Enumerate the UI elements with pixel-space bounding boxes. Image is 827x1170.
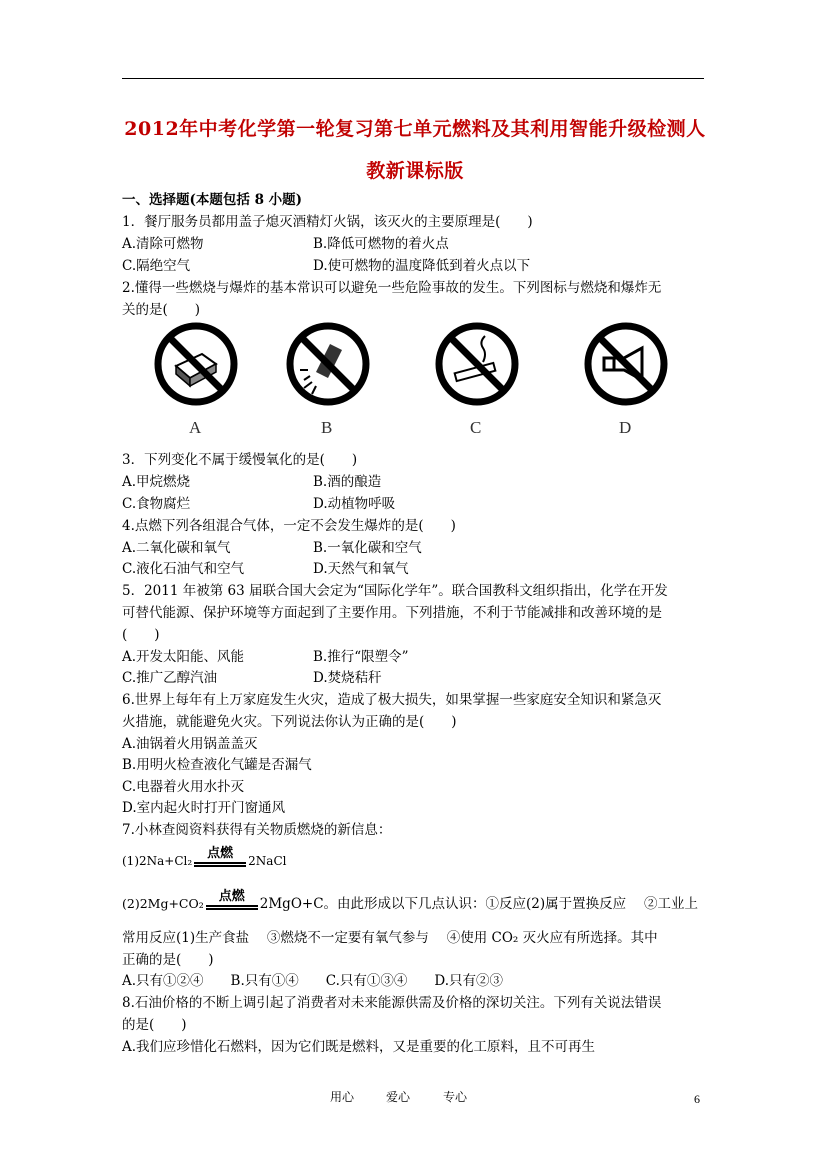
no-fireworks-icon xyxy=(286,322,370,406)
q8-stem-line1: 8.石油价格的不断上调引起了消费者对未来能源供需及价格的深切关注。下列有关说法错误 xyxy=(122,995,662,1011)
q5-option-c: C.推广乙醇汽油 xyxy=(122,670,218,686)
q3-stem: 3．下列变化不属于缓慢氧化的是( ) xyxy=(122,452,358,468)
q7-reaction-2 xyxy=(122,889,698,912)
q2-stem-line1: 2.懂得一些燃烧与爆炸的基本常识可以避免一些危险事故的发生。下列图标与燃烧和爆炸无 xyxy=(122,280,662,296)
q1-option-c: C.隔绝空气 xyxy=(122,258,191,274)
q7-stem: 7.小林查阅资料获得有关物质燃烧的新信息： xyxy=(122,822,392,838)
q3-option-a: A.甲烷燃烧 xyxy=(122,474,191,490)
q2-label-d: D xyxy=(619,418,632,437)
page-number: 6 xyxy=(694,1092,700,1106)
reaction-2-reactants: (2)2Mg+CO₂ xyxy=(122,896,204,911)
q7-options: A.只有①②④ B.只有①④ C.只有①③④ D.只有②③ xyxy=(122,973,504,989)
ignite-label: 点燃 xyxy=(218,889,245,904)
q6-option-b: B.用明火检查液化气罐是否漏气 xyxy=(122,757,312,773)
q6-option-c: C.电器着火用水扑灭 xyxy=(122,779,245,795)
q6-stem-line2: 火措施，就能避免火灾。下列说法你认为正确的是( ) xyxy=(122,714,457,730)
q3-option-c: C.食物腐烂 xyxy=(122,496,191,512)
no-honking-icon xyxy=(584,322,668,406)
q4-option-a: A.二氧化碳和氧气 xyxy=(122,540,231,556)
q1-stem: 1．餐厅服务员都用盖子熄灭酒精灯火锅，该灭火的主要原理是( ) xyxy=(122,214,533,230)
q7-line2: 常用反应(1)生产食盐 ③燃烧不一定要有氧气参与 ④使用 CO₂ 灭火应有所选择。其中 xyxy=(122,930,658,946)
q4-option-d: D.天然气和氧气 xyxy=(313,561,409,577)
q2-label-a: A xyxy=(189,418,202,437)
q5-stem-line1: 5．2011 年被第 63 届联合国大会定为“国际化学年”。联合国教科文组织指出，化学在开发 xyxy=(122,583,668,599)
q6-option-a: A.油锅着火用锅盖盖灭 xyxy=(122,736,258,752)
q1-option-b: B.降低可燃物的着火点 xyxy=(313,236,449,252)
no-matches-icon xyxy=(154,322,238,406)
ignite-label: 点燃 xyxy=(207,846,234,861)
q6-option-d: D.室内起火时打开门窗通风 xyxy=(122,800,286,816)
reaction-2-products: 2MgO+C。由此形成以下几点认识：①反应(2)属于置换反应 ②工业上 xyxy=(259,896,698,912)
q2-stem-line2: 关的是( ) xyxy=(122,302,201,318)
q4-stem: 4.点燃下列各组混合气体，一定不会发生爆炸的是( ) xyxy=(122,518,456,534)
q2-label-c: C xyxy=(470,418,482,437)
ignite-arrow xyxy=(194,846,246,869)
q5-option-d: D.焚烧秸秆 xyxy=(313,670,382,686)
page-title-line1: 2012年中考化学第一轮复习第七单元燃料及其利用智能升级检测人 xyxy=(124,118,706,140)
q5-stem-line3: ( ) xyxy=(122,627,160,643)
reaction-1-reactants: (1)2Na+Cl₂ xyxy=(122,854,193,868)
q6-stem-line1: 6.世界上每年有上万家庭发生火灾，造成了极大损失，如果掌握一些家庭安全知识和紧急灭 xyxy=(122,692,662,708)
q8-stem-line2: 的是( ) xyxy=(122,1017,187,1033)
q7-line3: 正确的是( ) xyxy=(122,952,214,968)
footer-item-3: 专心 xyxy=(443,1090,468,1104)
footer-item-2: 爱心 xyxy=(386,1090,411,1104)
q5-option-b: B.推行“限塑令” xyxy=(313,649,409,665)
header-rule xyxy=(122,78,704,79)
q1-option-a: A.清除可燃物 xyxy=(122,236,204,252)
ignite-arrow xyxy=(206,889,258,912)
q1-option-d: D.使可燃物的温度降低到着火点以下 xyxy=(313,258,531,274)
q3-option-d: D.动植物呼吸 xyxy=(313,496,396,512)
q7-reaction-1 xyxy=(122,846,287,869)
q3-option-b: B.酒的酿造 xyxy=(313,474,382,490)
section-heading: 一、选择题(本题包括 8 小题) xyxy=(122,192,303,208)
q4-option-c: C.液化石油气和空气 xyxy=(122,561,245,577)
page-title-line2: 教新课标版 xyxy=(366,160,464,182)
no-smoking-icon xyxy=(435,322,519,406)
footer-item-1: 用心 xyxy=(330,1090,355,1104)
q4-option-b: B.一氧化碳和空气 xyxy=(313,540,422,556)
q5-option-a: A.开发太阳能、风能 xyxy=(122,649,245,665)
q8-option-a: A.我们应珍惜化石燃料，因为它们既是燃料，又是重要的化工原料，且不可再生 xyxy=(122,1039,596,1055)
reaction-1-products: 2NaCl xyxy=(248,854,287,868)
q2-label-b: B xyxy=(321,418,333,437)
q5-stem-line2: 可替代能源、保护环境等方面起到了主要作用。下列措施，不利于节能减排和改善环境的是 xyxy=(122,605,662,621)
